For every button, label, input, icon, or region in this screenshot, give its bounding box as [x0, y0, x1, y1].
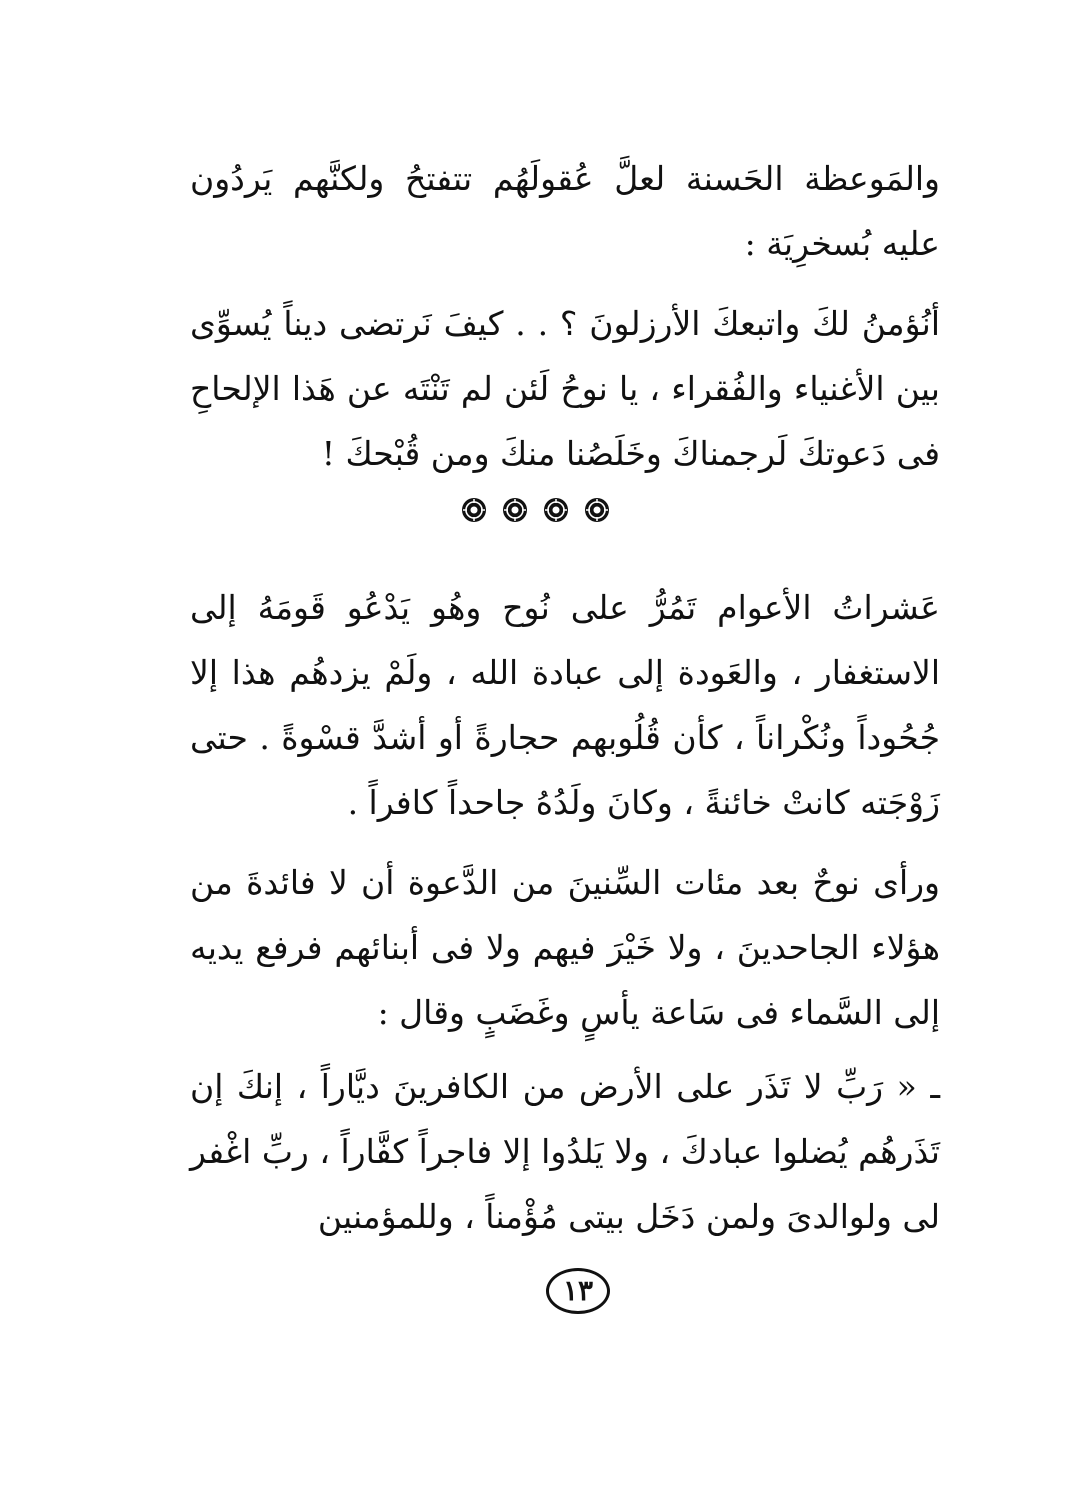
floral-rosette-icon — [502, 497, 528, 523]
paragraph-1 — [190, 146, 940, 276]
floral-rosette-icon — [584, 497, 610, 523]
paragraph-text: عَشراتُ الأعوام تَمُرُّ على نُوح وهُو يَدْعُو قَومَهُ إلى الاستغفار ، والعَودة إلى عبادة الله ، ولَمْ يزدهُم هذا إلا جُحُوداً ونُكْراناً ، كأن قُلُوبهم حجارةً أو أشدَّ قسْوةً . حتى زَوْجَته كانتْ خائنةً ، وكانَ ولَدُهُ جاحداً كافراً . — [190, 588, 940, 822]
paragraph-2 — [190, 291, 940, 486]
paragraph-text: أنُؤمنُ لكَ واتبعكَ الأرزلونَ ؟ . . كيفَ نَرتضى ديناً يُسوِّى بين الأغنياء والفُقراء ، يا نوحُ لَئن لم تَنْتَه عن هَذا الإلحاحِ فى دَعوتكَ لَرجمناكَ وخَلَصُنا منكَ ومن قُبْحكَ ! — [190, 304, 940, 473]
paragraph-4 — [190, 850, 940, 1045]
paragraph-3 — [190, 575, 940, 835]
paragraph-text: والمَوعظة الحَسنة لعلَّ عُقولَهُم تتفتحُ ولكنَّهم يَردُون عليه بُسخرِيَة : — [190, 159, 940, 263]
paragraph-text: ـ « رَبِّ لا تَذَر على الأرض من الكافرينَ ديَّاراً ، إنكَ إن تَذَرهُم يُضلوا عبادكَ ، ولا يَلدُوا إلا فاجراً كفَّاراً ، ربِّ اغْفر لى ولوالدىَ ولمن دَخَل بيتى مُؤْمناً ، وللمؤمنين — [190, 1067, 940, 1236]
page-number: ١٣ — [546, 1268, 610, 1314]
paragraph-5 — [190, 1054, 940, 1249]
paragraph-text: ورأى نوحٌ بعد مئات السِّنينَ من الدَّعوة أن لا فائدةَ من هؤلاء الجاحدينَ ، ولا خَيْرَ فيهم ولا فى أبنائهم فرفع يديه إلى السَّماء فى سَاعة يأسٍ وغَضَبٍ وقال : — [190, 863, 940, 1032]
section-divider — [0, 497, 1071, 523]
floral-rosette-icon — [543, 497, 569, 523]
floral-rosette-icon — [461, 497, 487, 523]
